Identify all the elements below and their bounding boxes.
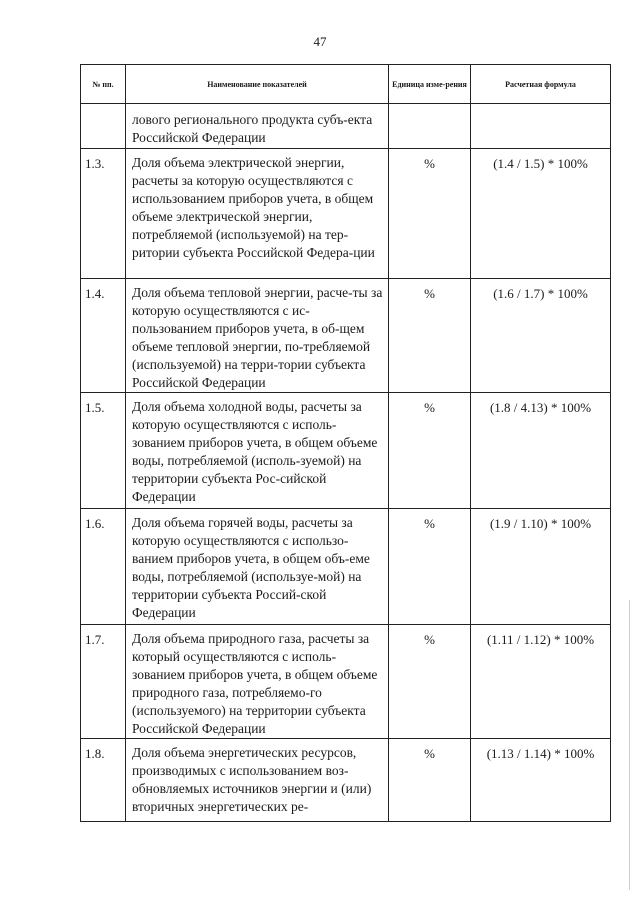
cell-num bbox=[81, 104, 126, 149]
cell-name: Доля объема горячей воды, расчеты за которую осуществляются с использо-ванием приборов учета, в общем объ-еме воды, потребляемой (используе-мой) на территории субъекта Россий-ской Федерации bbox=[126, 509, 389, 625]
cell-num: 1.5. bbox=[81, 393, 126, 509]
cell-unit: % bbox=[389, 739, 471, 822]
cell-unit: % bbox=[389, 393, 471, 509]
cell-formula: (1.6 / 1.7) * 100% bbox=[471, 279, 611, 393]
cell-unit: % bbox=[389, 149, 471, 279]
header-num: № пп. bbox=[81, 65, 126, 104]
cell-name: Доля объема природного газа, расчеты за который осуществляются с исполь-зованием приборов учета, в общем объеме природного газа, потребляемо-го (используемого) на территории субъекта Российской Федерации bbox=[126, 625, 389, 739]
cell-name: Доля объема холодной воды, расчеты за которую осуществляются с исполь-зованием приборов учета, в общем объеме воды, потребляемой (исполь-зуемой) на территории субъекта Рос-сийской Федерации bbox=[126, 393, 389, 509]
cell-name: Доля объема энергетических ресурсов, производимых с использованием воз-обновляемых источников энергии и (или) вторичных энергетических ре- bbox=[126, 739, 389, 822]
cell-unit bbox=[389, 104, 471, 149]
table-row bbox=[81, 279, 611, 393]
table-row bbox=[81, 739, 611, 822]
cell-formula: (1.8 / 4.13) * 100% bbox=[471, 393, 611, 509]
cell-formula: (1.4 / 1.5) * 100% bbox=[471, 149, 611, 279]
cell-formula: (1.13 / 1.14) * 100% bbox=[471, 739, 611, 822]
cell-unit: % bbox=[389, 509, 471, 625]
cell-unit: % bbox=[389, 625, 471, 739]
cell-name: Доля объема электрической энергии, расчеты за которую осуществляются с использованием приборов учета, в общем объеме электрической энергии, потребляемой (используемой) на тер-ритории субъекта Российской Федера-ции bbox=[126, 149, 389, 279]
header-name: Наименование показателей bbox=[126, 65, 389, 104]
table-row bbox=[81, 509, 611, 625]
header-formula: Расчетная формула bbox=[471, 65, 611, 104]
cell-formula: (1.11 / 1.12) * 100% bbox=[471, 625, 611, 739]
cell-num: 1.7. bbox=[81, 625, 126, 739]
header-unit: Единица изме-рения bbox=[389, 65, 471, 104]
cell-formula bbox=[471, 104, 611, 149]
table-header-row bbox=[81, 65, 611, 104]
table-row bbox=[81, 149, 611, 279]
cell-num: 1.8. bbox=[81, 739, 126, 822]
cell-unit: % bbox=[389, 279, 471, 393]
cell-name: лового регионального продукта субъ-екта Российской Федерации bbox=[126, 104, 389, 149]
indicators-table bbox=[80, 64, 611, 822]
table-row bbox=[81, 625, 611, 739]
cell-name: Доля объема тепловой энергии, расче-ты за которую осуществляются с ис-пользованием приборов учета, в об-щем объеме тепловой энергии, по-требляемой (используемой) на терри-тории субъекта Российской Федерации bbox=[126, 279, 389, 393]
cell-num: 1.6. bbox=[81, 509, 126, 625]
table-row bbox=[81, 393, 611, 509]
page-number: 47 bbox=[313, 34, 327, 49]
table-row-continuation bbox=[81, 104, 611, 149]
cell-formula: (1.9 / 1.10) * 100% bbox=[471, 509, 611, 625]
cell-num: 1.3. bbox=[81, 149, 126, 279]
cell-num: 1.4. bbox=[81, 279, 126, 393]
scan-margin-line bbox=[629, 600, 630, 890]
